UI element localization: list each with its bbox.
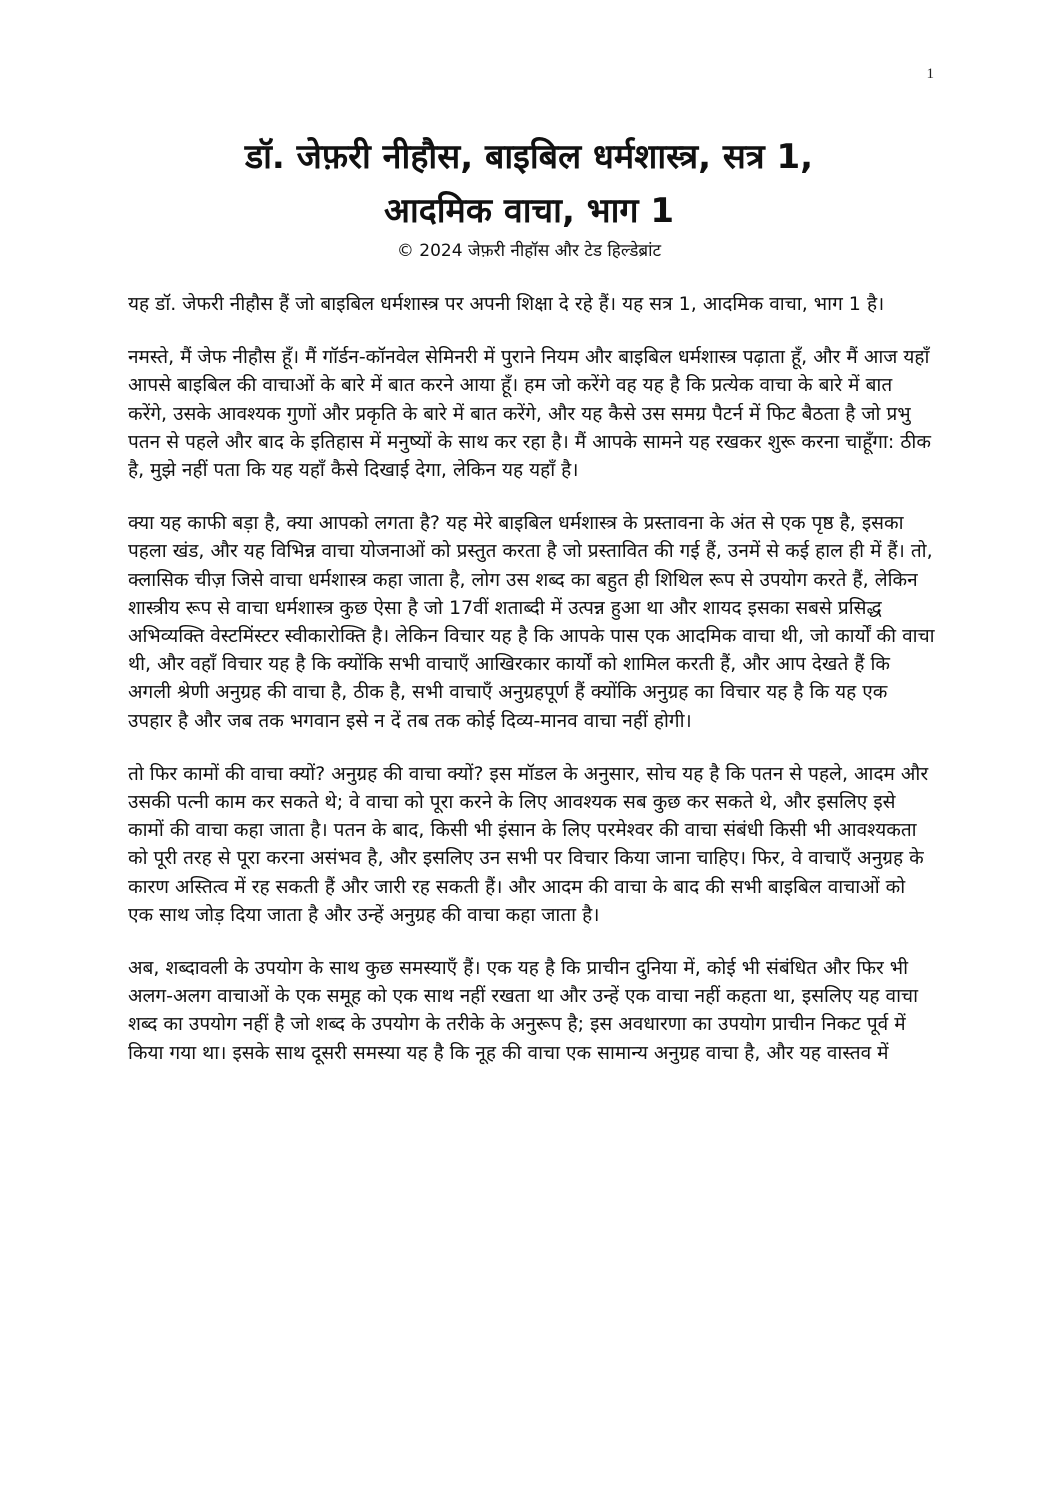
document-title <box>100 130 958 238</box>
document-body <box>128 290 936 1092</box>
paragraph-1: यह डॉ. जेफरी नीहौस हैं जो बाइबिल धर्मशास्त्र पर अपनी शिक्षा दे रहे हैं। यह सत्र 1, आदमिक वाचा, भाग 1 है। <box>128 293 885 315</box>
document-header <box>100 130 958 264</box>
title-line-2: आदमिक वाचा, भाग 1 <box>383 191 675 231</box>
paragraph-3: क्या यह काफी बड़ा है, क्या आपको लगता है? यह मेरे बाइबिल धर्मशास्त्र के प्रस्तावना के अंत से एक पृष्ठ है, इसका पहला खंड, और यह विभिन्न वाचा योजनाओं को प्रस्तुत करता है जो प्रस्तावित की गई हैं, उनमें से कई हाल ही में हैं। तो, क्लासिक चीज़ जिसे वाचा धर्मशास्त्र कहा जाता है, लोग उस शब्द का बहुत ही शिथिल रूप से उपयोग करते हैं, लेकिन शास्त्रीय रूप से वाचा धर्मशास्त्र कुछ ऐसा है जो 17वीं शताब्दी में उत्पन्न हुआ था और शायद इसका सबसे प्रसिद्ध अभिव्यक्ति वेस्टमिंस्टर स्वीकारोक्ति है। लेकिन विचार यह है कि आपके पास एक आदमिक वाचा थी, जो कार्यों की वाचा थी, और वहाँ विचार यह है कि क्योंकि सभी वाचाएँ आखिरकार कार्यों को शामिल करती हैं, और आप देखते हैं कि अगली श्रेणी अनुग्रह की वाचा है, ठीक है, सभी वाचाएँ अनुग्रहपूर्ण हैं क्योंकि अनुग्रह का विचार यह है कि यह एक उपहार है और जब तक भगवान इसे न दें तब तक कोई दिव्य-मानव वाचा नहीं होगी। <box>128 512 935 732</box>
paragraph-4: तो फिर कामों की वाचा क्यों? अनुग्रह की वाचा क्यों? इस मॉडल के अनुसार, सोच यह है कि पतन से पहले, आदम और उसकी पत्नी काम कर सकते थे; वे वाचा को पूरा करने के लिए आवश्यक सब कुछ कर सकते थे, और इसलिए इसे कामों की वाचा कहा जाता है। पतन के बाद, किसी भी इंसान के लिए परमेश्वर की वाचा संबंधी किसी भी आवश्यकता को पूरी तरह से पूरा करना असंभव है, और इसलिए उन सभी पर विचार किया जाना चाहिए। फिर, वे वाचाएँ अनुग्रह के कारण अस्तित्व में रह सकती हैं और जारी रह सकती हैं। और आदम की वाचा के बाद की सभी बाइबिल वाचाओं को एक साथ जोड़ दिया जाता है और उन्हें अनुग्रह की वाचा कहा जाता है। <box>128 762 929 926</box>
copyright-line: © 2024 जेफ़री नीहॉस और टेड हिल्डेब्रांट <box>396 241 662 261</box>
title-line-1: डॉ. जेफ़री नीहौस, बाइबिल धर्मशास्त्र, सत्र 1, <box>244 137 814 177</box>
page-number: 1 <box>926 66 934 82</box>
paragraph-5: अब, शब्दावली के उपयोग के साथ कुछ समस्याएँ हैं। एक यह है कि प्राचीन दुनिया में, कोई भी संबंधित और फिर भी अलग-अलग वाचाओं के एक समूह को एक साथ नहीं रखता था और उन्हें एक वाचा नहीं कहता था, इसलिए यह वाचा शब्द का उपयोग नहीं है जो शब्द के उपयोग के तरीके के अनुरूप है; इस अवधारणा का उपयोग प्राचीन निकट पूर्व में किया गया था। इसके साथ दूसरी समस्या यह है कि नूह की वाचा एक सामान्य अनुग्रह वाचा है, और यह वास्तव में <box>128 957 919 1064</box>
paragraph-2: नमस्ते, मैं जेफ नीहौस हूँ। मैं गॉर्डन-कॉनवेल सेमिनरी में पुराने नियम और बाइबिल धर्मशास्त्र पढ़ाता हूँ, और मैं आज यहाँ आपसे बाइबिल की वाचाओं के बारे में बात करने आया हूँ। हम जो करेंगे वह यह है कि प्रत्येक वाचा के बारे में बात करेंगे, उसके आवश्यक गुणों और प्रकृति के बारे में बात करेंगे, और यह कैसे उस समग्र पैटर्न में फिट बैठता है जो प्रभु पतन से पहले और बाद के इतिहास में मनुष्यों के साथ कर रहा है। मैं आपके सामने यह रखकर शुरू करना चाहूँगा: ठीक है, मुझे नहीं पता कि यह यहाँ कैसे दिखाई देगा, लेकिन यह यहाँ है। <box>128 346 931 482</box>
